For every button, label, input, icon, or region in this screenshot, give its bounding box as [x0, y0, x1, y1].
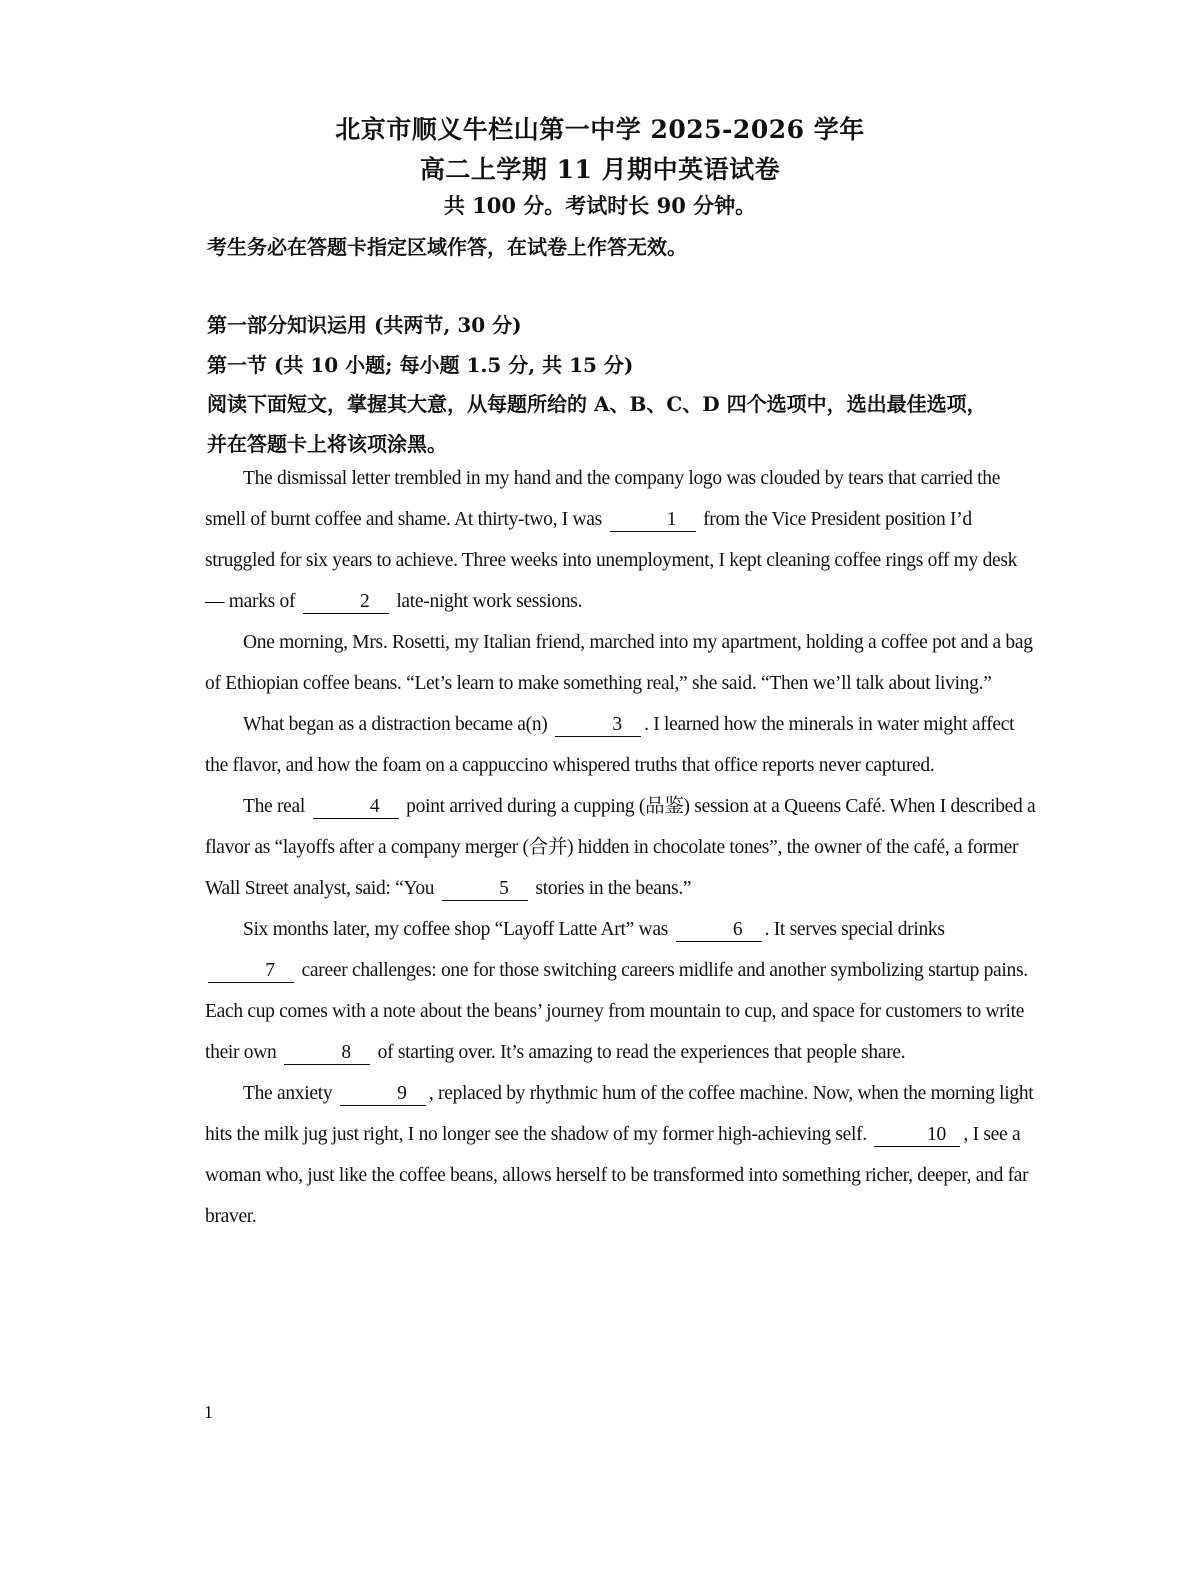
passage-paragraph-5 — [205, 909, 1040, 1073]
blank-6: 6 — [676, 919, 762, 942]
passage-text: stories in the beans.” — [535, 878, 692, 899]
exam-title-school: 北京市顺义牛栏山第一中学 2025-2026 学年 — [335, 115, 865, 144]
blank-2: 2 — [303, 591, 389, 614]
passage-paragraph-2 — [205, 622, 1040, 704]
passage-text: point arrived during a cupping (品鉴) session at a Queens Café. When I described a flavor as “layoffs after a company merger (合并) hidden in chocolate tones”, the owner of the café, a former Wall Street analyst, said: “You — [205, 796, 1036, 899]
passage-text: late-night work sessions. — [396, 591, 583, 612]
blank-8: 8 — [284, 1042, 370, 1065]
passage-text: . It serves special drinks — [764, 919, 945, 940]
passage-paragraph-6 — [205, 1073, 1040, 1237]
exam-score-duration: 共 100 分。考试时长 90 分钟。 — [443, 193, 757, 218]
passage-text: What began as a distraction became a(n) — [243, 714, 548, 735]
blank-3: 3 — [555, 714, 641, 737]
passage-text: career challenges: one for those switching careers midlife and another symbolizing startup pains. Each cup comes with a note about the beans’ journey from mountain to cup, and space for customers to write their own — [205, 960, 1028, 1063]
blank-10: 10 — [874, 1124, 960, 1147]
passage-paragraph-3 — [205, 704, 1040, 786]
part-title: 第一部分知识运用 (共两节, 30 分) — [207, 313, 522, 337]
blank-4: 4 — [313, 796, 399, 819]
instruction-line-1: 阅读下面短文，掌握其大意，从每题所给的 A、B、C、D 四个选项中，选出最佳选项， — [207, 392, 987, 416]
passage-text: from the Vice President position I’d struggled for six years to achieve. Three weeks into unemployment, I kept cleaning coffee rings off my desk — marks of — [205, 509, 1018, 612]
passage-text: Six months later, my coffee shop “Layoff Latte Art” was — [243, 919, 668, 940]
exam-notice: 考生务必在答题卡指定区域作答，在试卷上作答无效。 — [207, 235, 687, 259]
passage-text: , I see a woman who, just like the coffee beans, allows herself to be transformed into something richer, deeper, and far braver. — [205, 1124, 1029, 1227]
instruction-line-2: 并在答题卡上将该项涂黑。 — [207, 432, 447, 456]
passage-paragraph-1 — [205, 458, 1040, 622]
exam-title-subject: 高二上学期 11 月期中英语试卷 — [419, 155, 781, 184]
cloze-passage — [205, 458, 1040, 1237]
blank-7: 7 — [208, 960, 294, 983]
passage-text: , replaced by rhythmic hum of the coffee machine. Now, when the morning light hits the milk jug just right, I no longer see the shadow of my former high-achieving self. — [205, 1083, 1034, 1145]
page-number: 1 — [204, 1402, 213, 1422]
passage-text: of starting over. It’s amazing to read the experiences that people share. — [377, 1042, 906, 1063]
passage-text: The dismissal letter trembled in my hand and the company logo was clouded by tears that carried the smell of burnt coffee and shame. At thirty-two, I was — [205, 468, 1001, 530]
blank-5: 5 — [442, 878, 528, 901]
passage-text: The anxiety — [243, 1083, 333, 1104]
passage-text: The real — [243, 796, 306, 817]
passage-text: One morning, Mrs. Rosetti, my Italian friend, marched into my apartment, holding a coffee pot and a bag of Ethiopian coffee beans. “Let’s learn to make something real,” she said. “Then we’ll talk about living.” — [205, 632, 1033, 694]
passage-paragraph-4 — [205, 786, 1040, 909]
blank-9: 9 — [340, 1083, 426, 1106]
passage-text: . I learned how the minerals in water might affect the flavor, and how the foam on a cappuccino whispered truths that office reports never captured. — [205, 714, 1015, 776]
subsection-title: 第一节 (共 10 小题; 每小题 1.5 分, 共 15 分) — [207, 353, 634, 377]
blank-1: 1 — [610, 509, 696, 532]
